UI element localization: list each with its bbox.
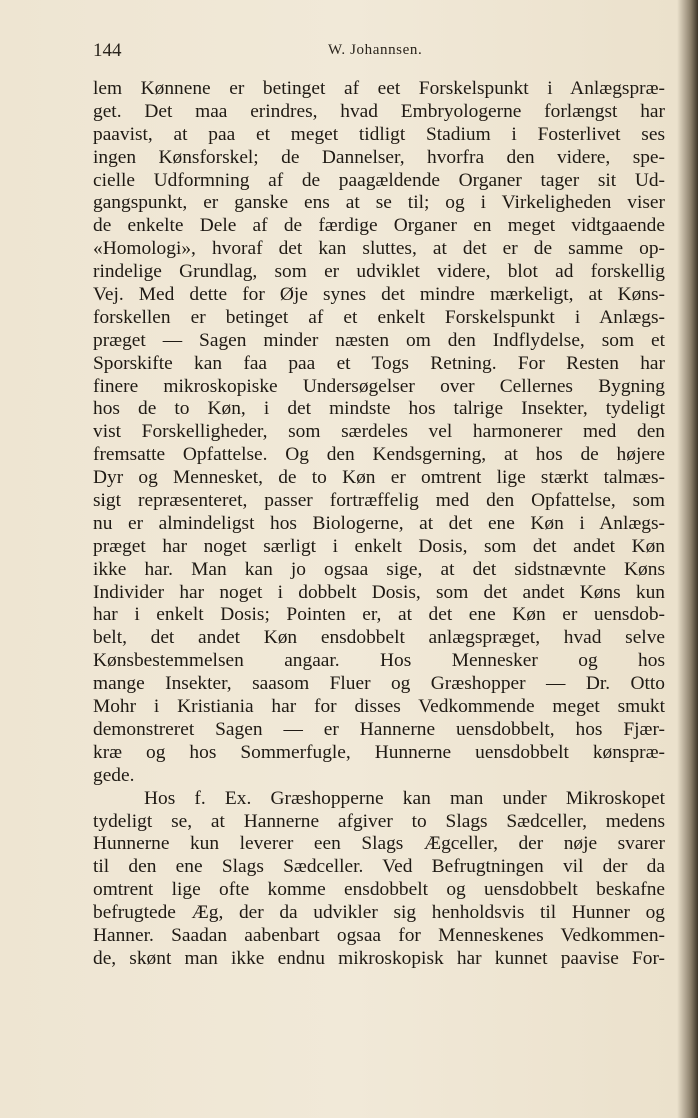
text-line: Vej. Med dette for Øje synes det mindre mærkeligt, at Køns- (93, 284, 665, 306)
text-line: forskellen er betinget af et enkelt Forskelspunkt i Anlægs- (93, 306, 665, 328)
text-line: gede. (93, 764, 135, 786)
text-line: paavist, at paa et meget tidligt Stadium i Fosterlivet ses (93, 123, 665, 145)
text-line: tydeligt se, at Hannerne afgiver to Slags Sædceller, medens (93, 810, 665, 832)
text-line: lem Kønnene er betinget af eet Forskelspunkt i Anlægspræ- (93, 78, 665, 99)
text-line: fremsatte Opfattelse. Og den Kendsgerning, at hos de højere (93, 444, 665, 466)
text-line: Individer har noget i dobbelt Dosis, som det andet Køns kun (93, 581, 665, 603)
text-line: get. Det maa erindres, hvad Embryologerne forlængst har (93, 100, 665, 122)
text-line: kræ og hos Sommerfugle, Hunnerne uensdobbelt kønspræ- (93, 741, 665, 763)
text-line: Sporskifte kan faa paa et Togs Retning. For Resten har (93, 352, 665, 374)
text-line: ikke har. Man kan jo ogsaa sige, at det sidstnævnte Køns (93, 558, 665, 580)
text-line: «Homologi», hvoraf det kan sluttes, at det er de samme op- (93, 238, 665, 260)
text-line: finere mikroskopiske Undersøgelser over Cellernes Bygning (93, 375, 665, 397)
page-header (93, 40, 665, 70)
text-line: Kønsbestemmelsen angaar. Hos Mennesker og hos (93, 650, 665, 672)
text-line: præget har noget særligt i enkelt Dosis, som det andet Køn (93, 535, 665, 557)
text-line: belt, det andet Køn ensdobbelt anlægspræget, hvad selve (93, 627, 665, 649)
text-line: hos de to Køn, i det mindste hos talrige Insekter, tydeligt (93, 398, 665, 420)
text-line: har i enkelt Dosis; Pointen er, at det ene Køn er uensdob- (93, 604, 665, 626)
text-line: vist Forskelligheder, som særdeles vel harmonerer med den (93, 421, 665, 443)
text-line: Dyr og Mennesket, de to Køn er omtrent lige stærkt talmæs- (93, 467, 665, 489)
text-line: rindelige Grundlag, som er udviklet videre, blot ad forskellig (93, 261, 665, 283)
text-line: omtrent lige ofte komme ensdobbelt og uensdobbelt beskafne (93, 879, 665, 901)
text-line: til den ene Slags Sædceller. Ved Befrugtningen vil der da (93, 856, 665, 878)
text-line: cielle Udformning af de paagældende Organer tager sit Ud- (93, 169, 665, 191)
running-head: W. Johannsen. (328, 42, 423, 58)
text-line: gangspunkt, er ganske ens at se til; og i Virkeligheden viser (93, 192, 665, 214)
text-line: præget — Sagen minder næsten om den Indflydelse, som et (93, 329, 665, 351)
text-line: Hanner. Saadan aabenbart ogsaa for Menneskenes Vedkommen- (93, 924, 665, 946)
text-line: nu er almindeligst hos Biologerne, at det ene Køn i Anlægs- (93, 512, 665, 534)
text-line: befrugtede Æg, der da udvikler sig henholdsvis til Hunner og (93, 902, 665, 924)
text-line: sigt repræsenteret, passer fortræffelig med den Opfattelse, som (93, 490, 665, 512)
page-number: 144 (93, 40, 122, 61)
text-line: de enkelte Dele af de færdige Organer en meget vidtgaaende (93, 215, 665, 237)
body-text (93, 78, 665, 971)
text-line: ingen Kønsforskel; de Dannelser, hvorfra den videre, spe- (93, 146, 665, 168)
text-line: de, skønt man ikke endnu mikroskopisk har kunnet paavise For- (93, 947, 665, 969)
text-line: Mohr i Kristiania har for disses Vedkommende meget smukt (93, 696, 665, 718)
text-line: Hos f. Ex. Græshopperne kan man under Mikroskopet (144, 787, 665, 809)
text-line: demonstreret Sagen — er Hannerne uensdobbelt, hos Fjær- (93, 718, 665, 740)
text-line: mange Insekter, saasom Fluer og Græshopper — Dr. Otto (93, 673, 665, 695)
text-line: Hunnerne kun leverer een Slags Ægceller, der nøje svarer (93, 833, 665, 855)
